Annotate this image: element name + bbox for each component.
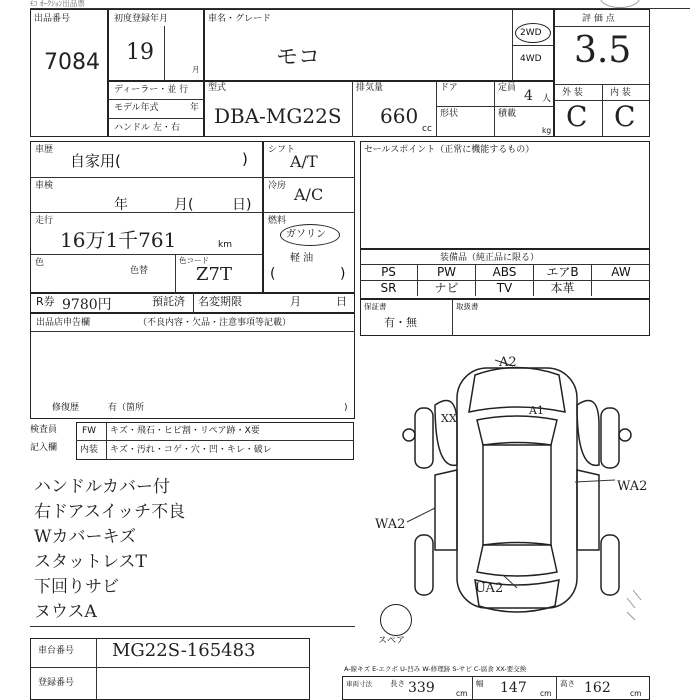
history-close: ) [242,150,248,168]
legend-text: A-線キズ E-エクボ U-凹み W-修理跡 S-サビ C-腐食 XX-要交換 [344,665,527,673]
scribble-marks [627,590,641,620]
mark-wa2-left: WA2 [375,517,406,532]
mark-xx: XX [441,412,457,425]
shift-label: シフト [268,145,296,155]
repair-label: 修復歴 [52,403,80,413]
car-body [457,368,577,608]
inspector-label-1: 検査員 [30,425,58,435]
cc-unit: cc [422,124,432,134]
height-value: 162 [584,680,611,696]
length-cm: cm [456,689,468,698]
equipment-label: 装備品（純正品に限る） [440,253,540,263]
km-unit: km [218,240,232,250]
fuel-paren-open: ( [270,266,276,282]
history-label: 車歴 [35,145,54,155]
left-front-wheel [415,408,433,468]
equipment-item: SR [360,281,418,296]
handwritten-note: Wカバーキズ [34,527,137,547]
fw-label: FW [82,426,97,436]
car-name-label: 車名・グレード [208,14,272,24]
insp-year: 年 [114,197,128,213]
notes-label: 出品店申告欄 [36,318,91,328]
history-value: 自家用( [70,152,121,170]
door-label: ドア [440,83,458,93]
chassis-value: MG22S-165483 [112,640,256,661]
load-label: 積載 [498,109,517,119]
mark-line-wa2-left [407,508,435,522]
equipment-item: PW [418,265,476,281]
meigi-day: 日 [336,295,347,308]
r-label: R券 [36,295,55,308]
mark-line-wa2-right [575,480,615,482]
width-label: 幅 [476,679,484,688]
car-hood [469,368,565,413]
header-text: ﾓｺ ｵｰｸｼｮﾝ出品票 [30,0,85,8]
month-unit: 月 [192,65,200,74]
right-rear-wheel [601,535,619,595]
dealer-label: ディーラー・並 行 [114,85,189,95]
width-cm: cm [540,689,552,698]
warranty-label: 保証書 [364,302,387,311]
right-front-door [577,401,599,466]
fw-text: キズ・飛石・ヒビ割・リペア跡・X要 [110,426,260,436]
year-unit: 年 [190,103,200,113]
displacement-value: 660 [380,104,419,128]
drive-2wd: 2WD [520,28,542,38]
mark-line-ua2 [503,575,517,588]
color-change-label: 色替 [130,266,149,276]
ac-label: 冷房 [268,181,287,191]
handwritten-note: 右ドアスイッチ不良 [34,502,186,522]
spare-circle [380,604,412,636]
dims-label: 車両寸法 [346,680,372,688]
equipment-item: TV [476,281,534,296]
receipt-label: 取扱書 [456,302,479,311]
insp-month: 月( [174,197,194,213]
inspector-label-2: 記入欄 [30,443,58,453]
drive-4wd: 4WD [520,54,542,64]
first-reg-label: 初度登録年月 [114,14,169,24]
left-mirror [403,429,415,441]
equipment-item: 本革 [534,281,592,296]
repair-close: ) [344,403,348,413]
int-row-text: キズ・汚れ・コゲ・穴・凹・キレ・破レ [110,445,272,455]
sales-point-label: セールスポイント（正常に機能するもの） [364,145,535,155]
handwritten-note: ハンドルカバー付 [34,477,170,497]
stamp-circle [600,0,640,8]
equipment-grid [360,264,650,296]
deposit-label: 預託済 [152,295,185,308]
color-label: 色 [35,258,45,268]
fuel-paren-close: ) [340,266,346,282]
length-value: 339 [408,680,435,696]
insp-day: 日) [232,197,252,213]
car-roof [483,445,551,545]
mark-a1: A1 [529,404,544,417]
ext-label: 外 装 [562,88,583,98]
shape-label: 形状 [440,109,459,119]
meigi-month: 月 [290,295,301,308]
equipment-item: エアB [534,265,592,281]
type-label: 型式 [208,83,227,93]
equipment-item: ABS [476,265,534,281]
equipment-item: PS [360,265,418,281]
int-row-label: 内装 [80,445,99,455]
load-unit: kg [542,126,552,135]
car-diagram [375,350,670,640]
equipment-item: AW [592,265,650,281]
mark-wa2-right: WA2 [617,479,648,494]
model-year-label: モデル年式 [114,103,159,113]
right-front-wheel [601,408,619,468]
displacement-label: 排気量 [356,83,384,93]
spare-label: スペア [378,636,406,646]
capacity-value: 4 [524,88,533,104]
handwritten-note: スタットレスT [34,552,147,572]
color-no-value: Z7T [196,264,232,285]
fuel-value: ガソリン [286,229,326,240]
capacity-unit: 人 [542,94,552,104]
height-cm: cm [630,689,642,698]
car-name-value: モコ [276,45,321,70]
diesel-label: 軽 油 [290,253,314,264]
type-value: DBA-MG22S [214,104,342,128]
registration-label: 登録番号 [38,678,75,688]
height-label: 高さ [560,679,575,688]
right-mirror [619,429,631,441]
int-label: 内 装 [610,88,631,98]
sales-point-box [360,141,650,249]
int-value: C [614,100,636,133]
handwritten-note: 下回りサビ [34,577,119,597]
inspection-label: 車検 [35,181,54,191]
width-value: 147 [500,680,527,696]
fuel-label: 燃料 [268,216,287,226]
equipment-item [592,281,650,296]
mileage-label: 走行 [35,216,54,226]
repair-value: 有（箇所 [108,403,145,413]
chassis-label: 車台番号 [38,646,75,656]
ac-value: A/C [294,185,324,204]
handle-label: ハンドル 左・右 [114,123,180,133]
equipment-item: ナビ [418,281,476,296]
shift-value: A/T [290,152,318,171]
score-value: 3.5 [574,30,632,71]
notes-sub-label: （不良内容・欠品・注意事項等記載） [138,318,292,328]
capacity-label: 定員 [498,83,517,93]
r-value: 9780円 [62,297,112,313]
length-label: 長さ [390,679,405,688]
car-rear-window [477,543,557,577]
mark-ua2: UA2 [475,581,504,596]
handwritten-note: ヌウスA [34,602,97,622]
left-rear-wheel [415,535,433,595]
car-windshield [477,416,557,445]
score-label: 評 価 点 [582,14,615,24]
first-reg-year: 19 [126,40,154,65]
lot-number: 7084 [44,50,100,75]
lot-label: 出品番号 [34,14,71,24]
meigi-label: 名変期限 [198,295,242,308]
warranty-value: 有・無 [384,316,417,329]
color-no-label: 色コード [179,256,209,265]
mark-a2: A2 [499,355,517,370]
left-front-door [435,401,457,466]
mileage-value: 16万1千761 [60,228,177,252]
ext-value: C [566,100,588,133]
left-door [435,470,457,550]
